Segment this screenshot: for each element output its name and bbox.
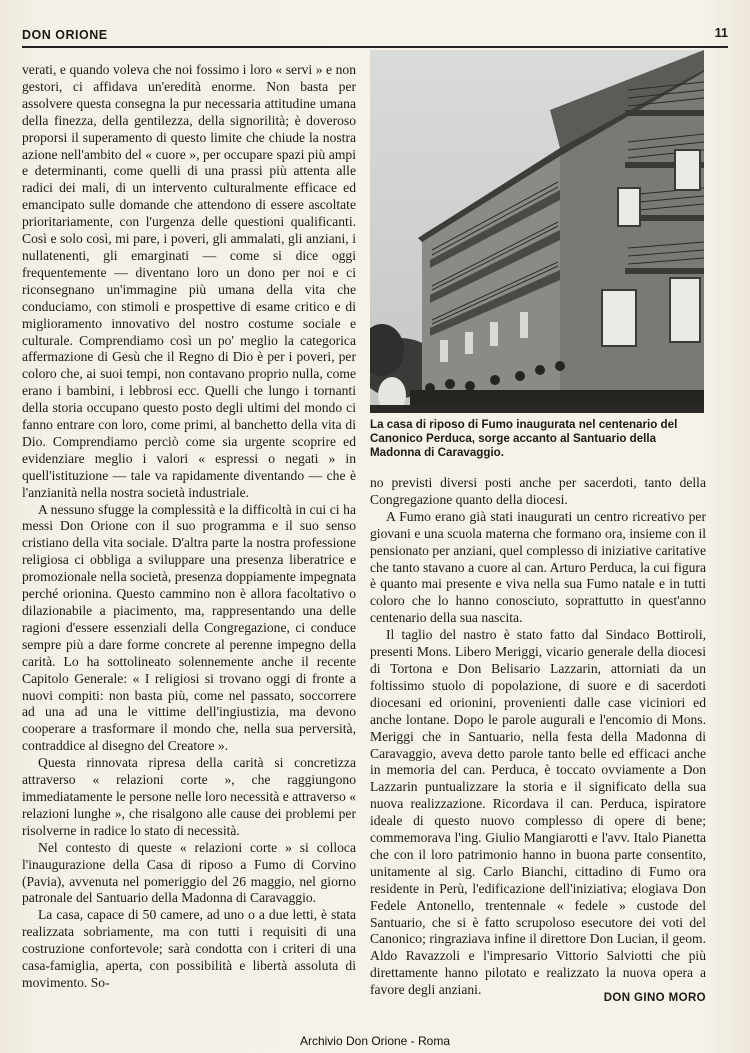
magazine-title: DON ORIONE <box>22 28 108 42</box>
building-photo <box>370 50 704 413</box>
right-text-column <box>370 475 706 1015</box>
paragraph: La casa, capace di 50 camere, ad uno o a due letti, è stata realizzata sobriamente, ma con tutti i requisiti di una costruzione confortevole; sarà condotta con i criteri di una casa-famiglia, aperta, con possibilità e libertà assoluta di movimento. So- <box>22 907 356 990</box>
page-header <box>22 26 728 48</box>
page-number: 11 <box>714 26 728 40</box>
paragraph: Il taglio del nastro è stato fatto dal Sindaco Bottiroli, presenti Mons. Libero Meriggi, vicario generale della diocesi di Tortona e Don Belisario Lazzarin, attorniati da un foltissimo stuolo di popolazione, di suore e di sacerdoti diocesani ed orionini, provenienti dalle case viciniori ed anche lontane. Dopo le parole augurali e l'encomio di Mons. Meriggi che in Santuario, nella festa della Madonna di Caravaggio, aveva detto parole tanto belle ed efficaci anche in memoria del can. Perduca, è toccato ovviamente a Don Lazzarin puntualizzare la storia e il significato della sua nuova realizzazione. Ricordava il can. Perduca, ispiratore ideale di questo nuovo complesso di opere di bene; commemorava l'ing. Giulio Mangiarotti e l'avv. Italo Pianetta che con il loro patrimonio hanno in buona parte consentito, unitamente al sig. Carlo Bianchi, cittadino di Fumo ora residente in Perù, l'edificazione dell'iniziativa; elogiava Don Fedele Antonello, trentennale « fedele » custode del Santuario, che si è fatto scrupoloso esecutore dei voti del Canonico; ringraziava infine il direttore Don Lucian, il geom. Aldo Ravazzoli e l'impresario Vittorio Salviotti che più direttamente hanno pilotato e realizzato la nuova opera a favore degli anziani. <box>370 627 706 998</box>
paragraph: Nel contesto di queste « relazioni corte » si colloca l'inaugurazione della Casa di riposo a Fumo di Corvino (Pavia), avvenuta nel pomeriggio del 26 maggio, nel giorno patronale del Santuario della Madonna di Caravaggio. <box>22 839 356 906</box>
rest-home-building-image <box>370 50 704 413</box>
author-signature: DON GINO MORO <box>603 992 706 1004</box>
left-text-column <box>22 62 356 992</box>
paragraph: A nessuno sfugge la complessità e la difficoltà in cui ci ha messi Don Orione con il suo programma e il suo senso cristiano della vita sociale. D'altra parte la nostra professione religiosa ci obbliga a sviluppare una presenza liberatrice e promozionale nella società, presenza doppiamente impegnata perché orionina. Questo cammino non è allora facoltativo o dilazionabile a piacimento, ma, rappresentando una delle ragioni d'essere essenziali della Congregazione, ci conduce sempre più a dare forme concrete al perenne impegno della carità. Lo ha sottolineato solennemente anche il recente Capitolo Generale: « I religiosi si trovano oggi di fronte a nuovi compiti: non basta più, come nel passato, soccorrere ad una ad una le vittime dell'ingiustizia, ma devono cooperare a trasformare il mondo che, nella sua perversità, contraddice al disegno del Creatore ». <box>22 501 356 754</box>
photo-caption: La casa di riposo di Fumo inaugurata nel centenario del Canonico Perduca, sorge accanto al Santuario della Madonna di Caravaggio. <box>370 418 678 460</box>
paragraph: Questa rinnovata ripresa della carità si concretizza attraverso « relazioni corte », che raggiungono immediatamente le persone nelle loro necessità e attraverso « relazioni lunghe », che risalgono alle cause dei problemi per risolverne in radice lo stato di necessità. <box>22 755 356 838</box>
paragraph: verati, e quando voleva che noi fossimo i loro « servi » e non gestori, ci affidava un'eredità enorme. Non basta per assolvere questa consegna la pur necessaria attitudine umana della finezza, della gentilezza, della signorilità; è doveroso proporsi il superamento di questo limite che chiude la nostra azione nell'ambito del « cuore », per occupare spazi più ampi e determinanti, come quelli di una prassi più attenta alle radici dei mali, di un intervento culturalmente efficace ed emancipato sulle domande che attendono di essere ascoltate prioritariamente, con l'urgenza delle questioni qualificanti. Così e solo così, mi pare, i poveri, gli ammalati, gli anziani, i nullatenenti, gli emarginati — come si dice oggi frequentemente — diventano loro un dono per noi e ci riconsegnano un'immagine più umana della vita che conduciamo, con stimoli e prospettive di esame critico e di miglioramento innovativo del nostro costume sociale e culturale. Comprendiamo così un po' meglio la categorica affermazione di Gesù che il Regno di Dio è per i poveri, per coloro che, ai suoi tempi, non contavano proprio nulla, come erano i bambini, i lebbrosi ecc. Quelli che lungo i tornanti della storia occupano questo posto degli ultimi del mondo ci fanno entrare con loro, come primi, al banchetto della vita di Dio. Comprendiamo perciò come sia urgente scoprire ed evidenziare meglio i valori « espressi o negati » in quell'istituzione — tale va rapidamente diventando — che è l'anzianità nella nostra società industriale. <box>22 62 356 500</box>
paragraph: no previsti diversi posti anche per sacerdoti, tanto della Congregazione quanto della diocesi. <box>370 475 706 507</box>
archive-footer: Archivio Don Orione - Roma <box>299 1034 451 1048</box>
paragraph: A Fumo erano già stati inaugurati un centro ricreativo per giovani e una scuola materna che formano ora, insieme con il pensionato per anziani, quel complesso di iniziative caritative che tanto stavano a cuore al can. Arturo Perduca, la cui figura è quanto mai presente e viva nella sua Fumo natale e in tutti coloro che lo hanno conosciuto, soprattutto in quest'anno centenario della sua nascita. <box>370 508 706 626</box>
